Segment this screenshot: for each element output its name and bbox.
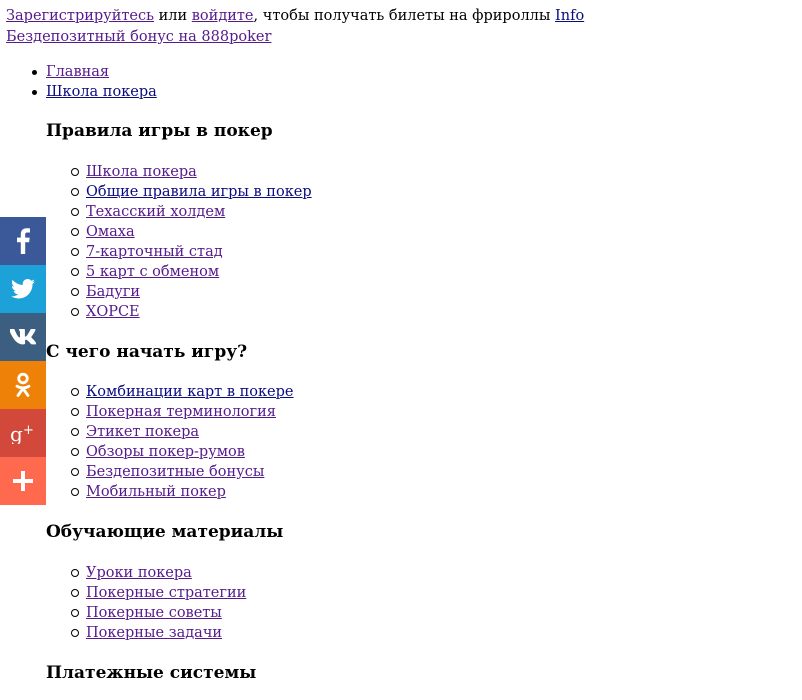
link-etiquette[interactable]: Этикет покера <box>86 424 200 440</box>
list-item <box>46 583 246 603</box>
facebook-icon <box>16 228 30 254</box>
nav-item-poker-school <box>0 82 780 102</box>
list-item <box>46 442 294 462</box>
link-poker-puzzles[interactable]: Покерные задачи <box>86 625 223 641</box>
social-share-bar <box>0 217 46 505</box>
link-terminology[interactable]: Покерная терминология <box>86 404 276 420</box>
list-item <box>46 262 312 282</box>
link-poker-school[interactable]: Школа покера <box>86 164 197 180</box>
list-item <box>46 222 312 242</box>
section-title-payment-systems: Платежные системы <box>46 663 257 683</box>
section-list-rules <box>46 162 312 322</box>
svg-text:+: + <box>23 423 34 438</box>
link-hand-rankings[interactable]: Комбинации карт в покере <box>86 384 294 400</box>
more-share-button[interactable] <box>0 457 46 505</box>
list-item <box>46 462 294 482</box>
link-texas-holdem[interactable]: Техасский холдем <box>86 204 226 220</box>
vk-icon <box>10 329 36 345</box>
info-link[interactable]: Info <box>555 8 585 24</box>
freeroll-text: , чтобы получать билеты на фрироллы <box>253 8 556 24</box>
odnoklassniki-icon <box>15 372 31 398</box>
link-mobile-poker[interactable]: Мобильный покер <box>86 484 226 500</box>
list-item <box>46 382 294 402</box>
plus-icon <box>13 471 33 491</box>
link-poker-strategies[interactable]: Покерные стратегии <box>86 585 247 601</box>
section-list-learning <box>46 563 246 643</box>
nav-link-home[interactable]: Главная <box>46 64 110 80</box>
login-link[interactable]: войдите <box>191 8 254 24</box>
list-item <box>46 623 246 643</box>
list-item <box>46 162 312 182</box>
twitter-icon <box>11 279 35 299</box>
list-item <box>46 563 246 583</box>
or-text: или <box>154 8 192 24</box>
nav-item-home <box>0 62 780 82</box>
link-poker-lessons[interactable]: Уроки покера <box>86 565 192 581</box>
svg-text:g: g <box>10 422 23 444</box>
list-item <box>46 482 294 502</box>
facebook-share-button[interactable] <box>0 217 46 265</box>
google-plus-icon <box>9 422 37 444</box>
link-5-card-draw[interactable]: 5 карт с обменом <box>86 264 220 280</box>
list-item <box>46 282 312 302</box>
link-room-reviews[interactable]: Обзоры покер-румов <box>86 444 245 460</box>
list-item <box>46 603 246 623</box>
google-plus-share-button[interactable] <box>0 409 46 457</box>
twitter-share-button[interactable] <box>0 265 46 313</box>
main-navigation <box>0 62 780 102</box>
link-7-card-stud[interactable]: 7-карточный стад <box>86 244 223 260</box>
list-item <box>46 402 294 422</box>
link-general-rules[interactable]: Общие правила игры в покер <box>86 184 312 200</box>
link-poker-tips[interactable]: Покерные советы <box>86 605 222 621</box>
link-horse[interactable]: ХОРСЕ <box>86 304 140 320</box>
top-login-bar <box>6 6 584 48</box>
link-omaha[interactable]: Омаха <box>86 224 135 240</box>
section-title-rules: Правила игры в покер <box>46 121 273 141</box>
section-title-getting-started: С чего начать игру? <box>46 342 248 362</box>
link-no-deposit-bonuses[interactable]: Бездепозитные бонусы <box>86 464 265 480</box>
list-item <box>46 202 312 222</box>
list-item <box>46 422 294 442</box>
register-link[interactable]: Зарегистрируйтесь <box>6 8 154 24</box>
odnoklassniki-share-button[interactable] <box>0 361 46 409</box>
list-item <box>46 182 312 202</box>
link-badugi[interactable]: Бадуги <box>86 284 141 300</box>
list-item <box>46 242 312 262</box>
nav-link-poker-school[interactable]: Школа покера <box>46 84 157 100</box>
bonus-888poker-link[interactable]: Бездепозитный бонус на 888poker <box>6 29 272 45</box>
section-list-getting-started <box>46 382 294 502</box>
list-item <box>46 302 312 322</box>
vk-share-button[interactable] <box>0 313 46 361</box>
section-title-learning: Обучающие материалы <box>46 522 284 542</box>
